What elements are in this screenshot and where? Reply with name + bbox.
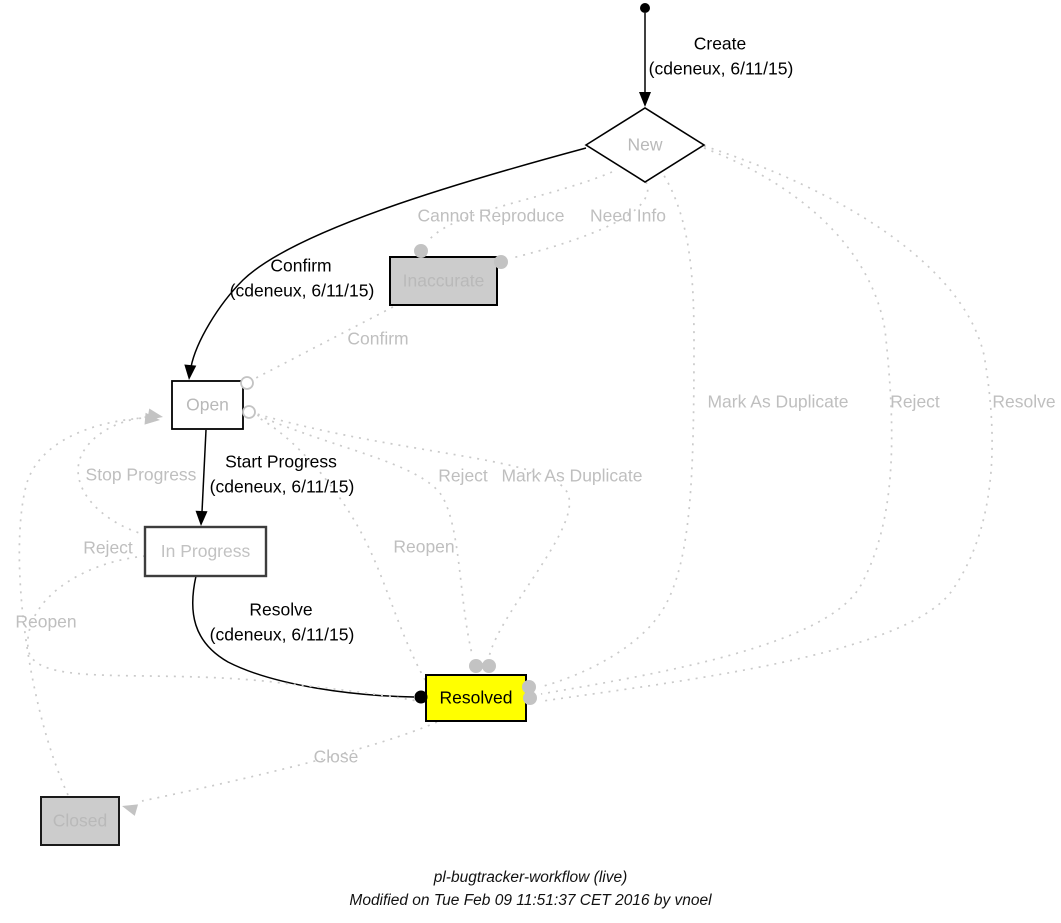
node-open[interactable] [172, 381, 243, 429]
node-open-label: Open [186, 394, 229, 415]
edge-reopen-resolved-label: Reopen [393, 536, 455, 557]
edge-start-progress-label: Start Progress [225, 451, 337, 472]
node-in-progress-label: In Progress [160, 541, 251, 562]
edge-start-progress-annotation: (cdeneux, 6/11/15) [209, 476, 355, 497]
node-resolved[interactable] [426, 675, 526, 721]
node-new[interactable] [586, 108, 704, 182]
edge-confirm-annotation: (cdeneux, 6/11/15) [229, 280, 375, 301]
edge-cannot-reproduce-label: Cannot Reproduce [417, 205, 565, 226]
endpoint-dot-icon [469, 659, 483, 673]
edge-markers-layer [122, 92, 651, 816]
arrowhead-icon [122, 804, 138, 816]
workflow-modified-line: Modified on Tue Feb 09 11:51:37 CET 2016 by vnoel [349, 892, 712, 909]
edge-close-label: Close [313, 746, 359, 767]
edge-close-path [142, 722, 437, 801]
diagram-footer [0, 866, 1061, 912]
arrowhead-icon [639, 92, 651, 107]
start-dot-icon [640, 3, 650, 13]
edge-confirm-label: Confirm [270, 255, 332, 276]
edge-mark-as-duplicate-new-path [540, 169, 694, 687]
edge-resolve-label: Resolve [249, 599, 313, 620]
edge-reopen-closed-label: Reopen [15, 611, 77, 632]
arrowhead-icon [196, 511, 208, 526]
edge-resolve-annotation: (cdeneux, 6/11/15) [209, 624, 355, 645]
edge-start-progress-path [202, 430, 206, 512]
node-closed[interactable] [41, 797, 119, 845]
edge-confirm-from-inaccurate-label: Confirm [347, 328, 409, 349]
edge-resolve-new-label: Resolve [992, 391, 1056, 412]
workflow-title: pl-bugtracker-workflow (live) [433, 869, 628, 886]
node-start [640, 3, 650, 13]
edge-create-label: Create [693, 33, 747, 54]
edge-create-annotation: (cdeneux, 6/11/15) [648, 58, 794, 79]
nodes-layer [41, 3, 704, 845]
node-resolved-label: Resolved [439, 687, 513, 708]
edge-mark-as-duplicate-open-path [250, 412, 569, 657]
endpoint-dot-icon [494, 255, 508, 269]
edge-reject-new-label: Reject [890, 391, 940, 412]
endpoint-dot-icon [415, 691, 428, 704]
node-in-progress[interactable] [145, 527, 266, 576]
endpoint-circle-icon [243, 406, 255, 418]
edge-reject-in-progress-label: Reject [83, 537, 133, 558]
endpoint-dot-icon [482, 659, 496, 673]
endpoint-dot-icon [523, 691, 537, 705]
node-inaccurate[interactable] [390, 257, 497, 305]
node-inaccurate-label: Inaccurate [402, 270, 485, 291]
node-closed-label: Closed [52, 810, 108, 831]
edge-reject-new-path [541, 148, 892, 694]
endpoint-circle-icon [241, 377, 253, 389]
edge-mark-as-duplicate-open-label: Mark As Duplicate [501, 465, 643, 486]
edge-resolve-new-path [543, 146, 992, 701]
arrowhead-icon [184, 365, 196, 380]
edge-need-info-label: Need Info [590, 205, 666, 226]
edge-reject-open-label: Reject [438, 465, 488, 486]
endpoint-dot-icon [414, 244, 428, 258]
edge-stop-progress-label: Stop Progress [85, 464, 197, 485]
node-new-label: New [627, 134, 663, 155]
edge-mark-as-duplicate-new-label: Mark As Duplicate [707, 391, 849, 412]
